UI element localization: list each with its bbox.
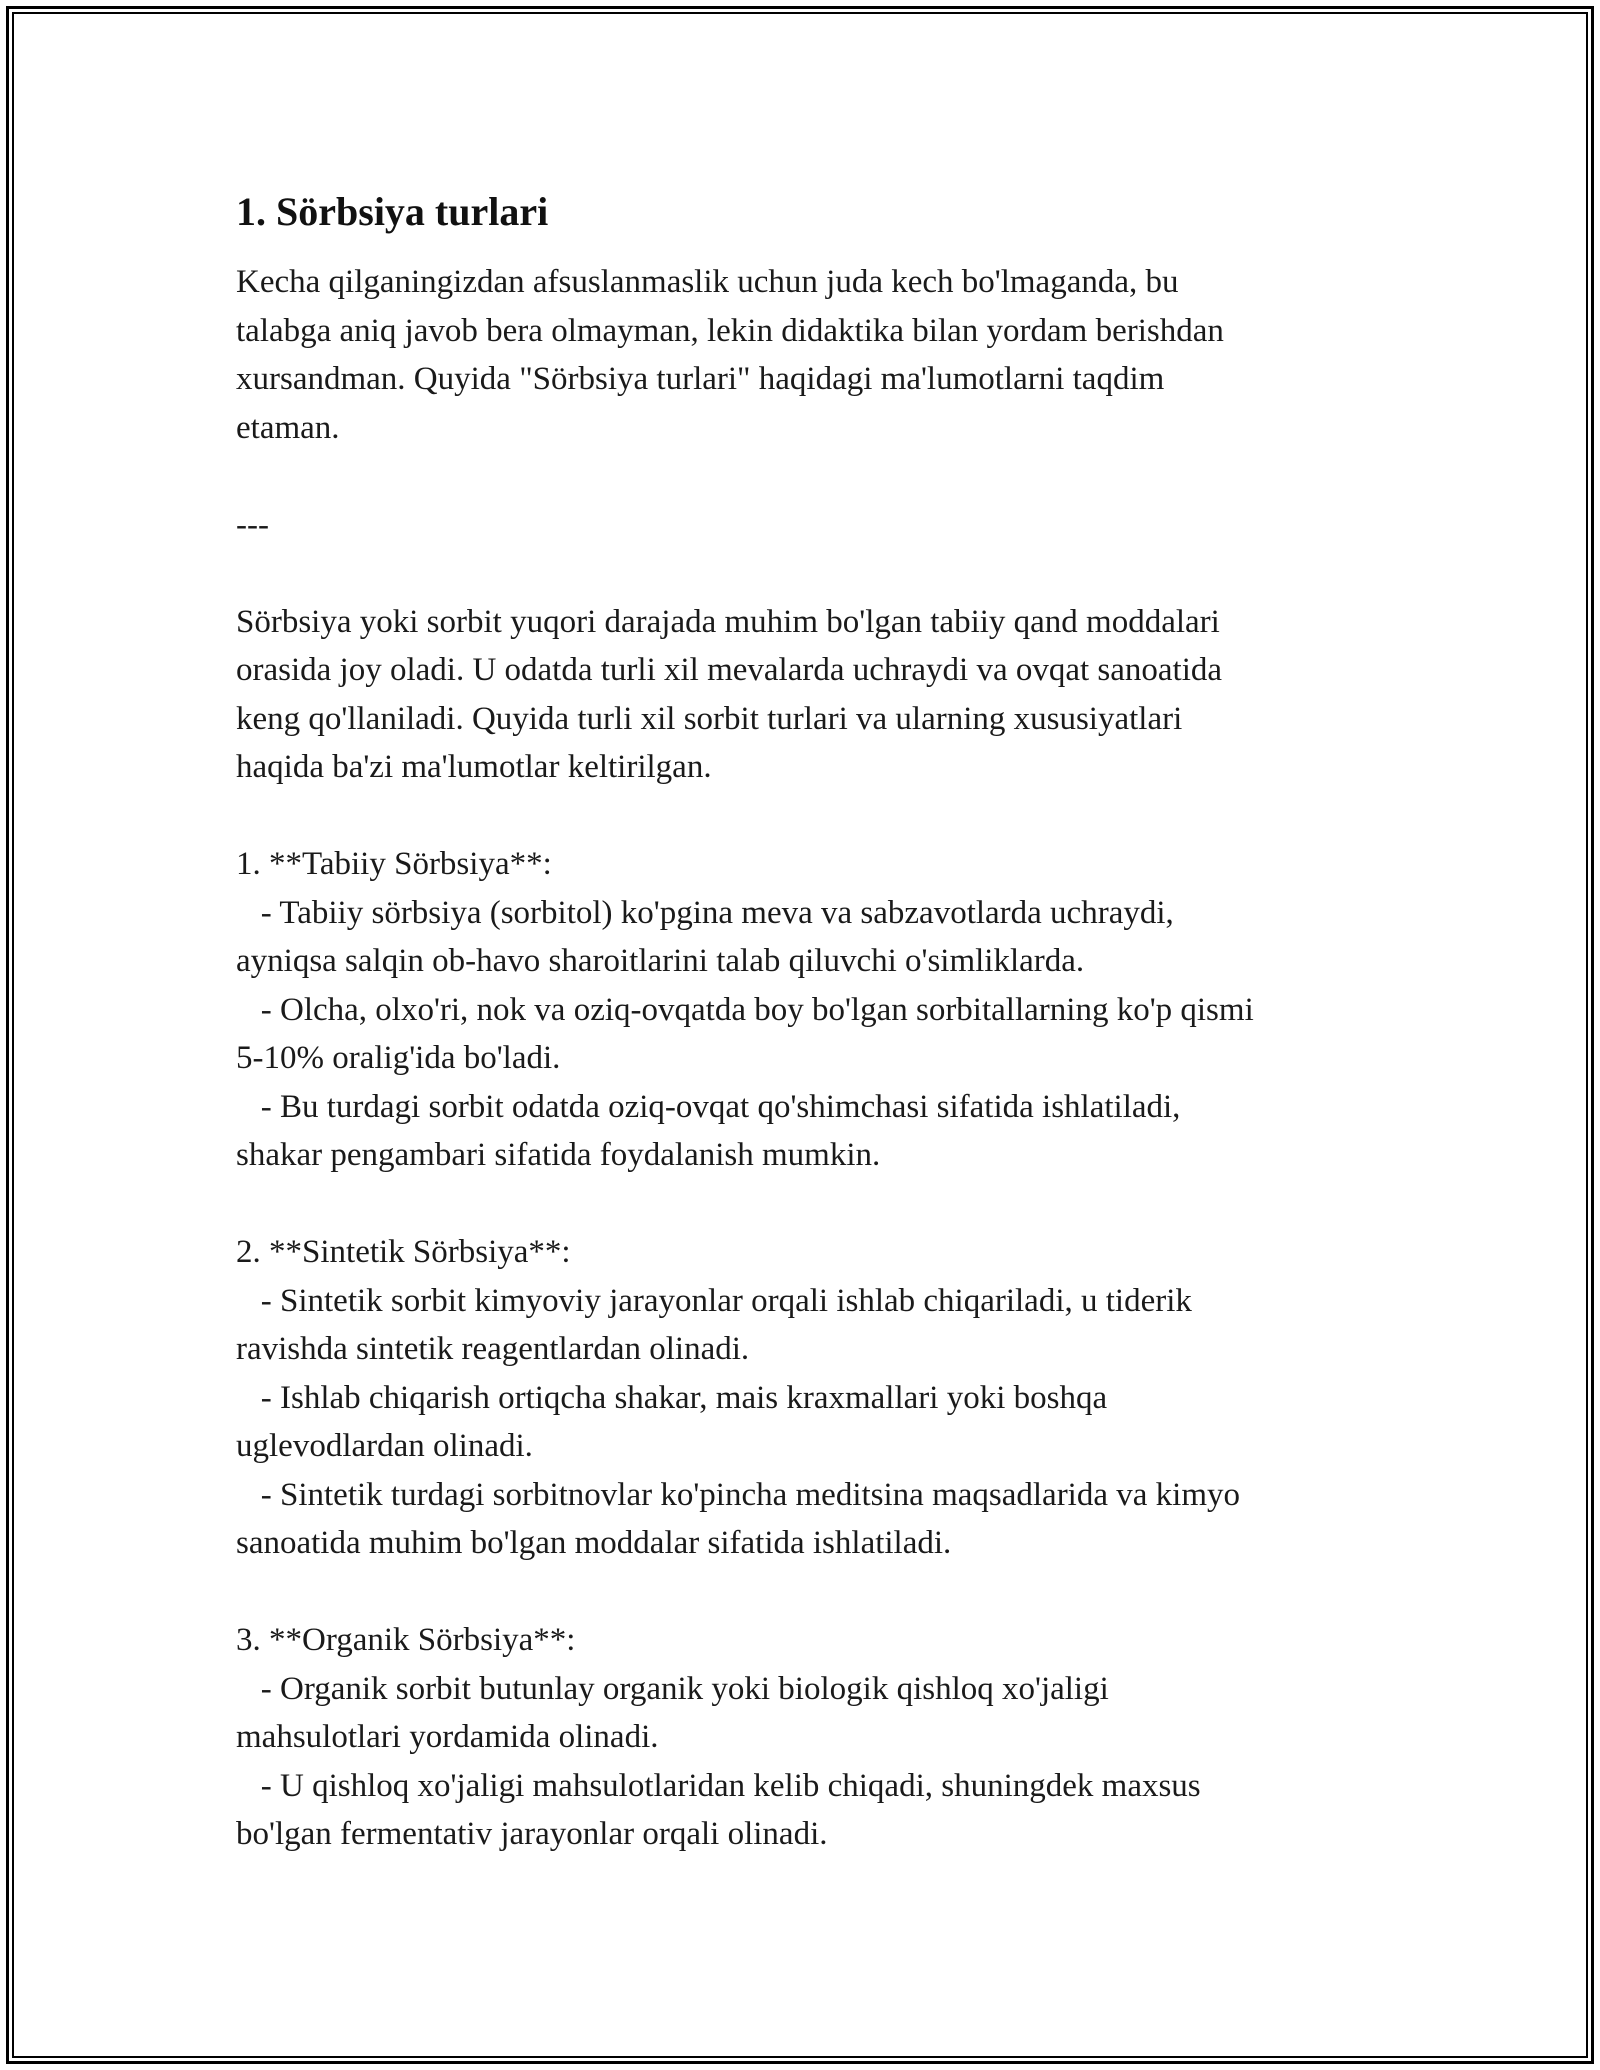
spacer — [236, 452, 1396, 501]
section-body-synthetic: - Sintetik sorbit kimyoviy jarayonlar orqali ishlab chiqariladi, u tiderik ravishda sintetik reagentlardan olinadi. - Ishlab chiqarish ortiqcha shakar, mais kraxmallari yoki boshqa uglevodlardan olinadi. - Sintetik turdagi sorbitnovlar ko'pincha meditsina maqsadlarida va kimyo sanoatida muhim bo'lgan moddalar sifatida ishlatiladi. — [236, 1282, 1240, 1561]
section-divider: --- — [236, 506, 269, 543]
intro-paragraph: Kecha qilganingizdan afsuslanmaslik uchun juda kech bo'lmaganda, bu talabga aniq javob bera olmayman, lekin didaktika bilan yordam berishdan xursandman. Quyida "Sörbsiya turlari" haqidagi ma'lumotlarni taqdim etaman. — [236, 264, 1224, 446]
section-heading-organic: 3. **Organik Sörbsiya**: — [236, 1622, 576, 1658]
description-paragraph: Sörbsiya yoki sorbit yuqori darajada muhim bo'lgan tabiiy qand moddalari orasida joy oladi. U odatda turli xil mevalarda uchraydi va ovqat sanoatida keng qo'llaniladi. Quyida turli xil sorbit turlari va ularning xususiyatlari haqida ba'zi ma'lumotlar keltirilgan. — [236, 603, 1223, 785]
section-heading-natural: 1. **Tabiiy Sörbsiya**: — [236, 846, 552, 882]
spacer — [236, 1180, 1396, 1229]
document-content — [236, 186, 1396, 1859]
spacer — [236, 549, 1396, 598]
section-heading-synthetic: 2. **Sintetik Sörbsiya**: — [236, 1234, 571, 1270]
section-body-natural: - Tabiiy sörbsiya (sorbitol) ko'pgina meva va sabzavotlarda uchraydi, ayniqsa salqin ob-havo sharoitlarini talab qiluvchi o'simliklarda. - Olcha, olxo'ri, nok va oziq-ovqatda boy bo'lgan sorbitallarning ko'p qismi 5-10% oralig'ida bo'ladi. - Bu turdagi sorbit odatda oziq-ovqat qo'shimchasi sifatida ishlatiladi, shakar pengambari sifatida foydalanish mumkin. — [236, 894, 1254, 1173]
spacer — [236, 1568, 1396, 1617]
spacer — [236, 792, 1396, 841]
page-title: 1. Sörbsiya turlari — [236, 189, 549, 234]
section-body-organic: - Organik sorbit butunlay organik yoki biologik qishloq xo'jaligi mahsulotlari yordamida olinadi. - U qishloq xo'jaligi mahsulotlaridan kelib chiqadi, shuningdek maxsus bo'lgan fermentativ jarayonlar orqali olinadi. — [236, 1670, 1201, 1852]
